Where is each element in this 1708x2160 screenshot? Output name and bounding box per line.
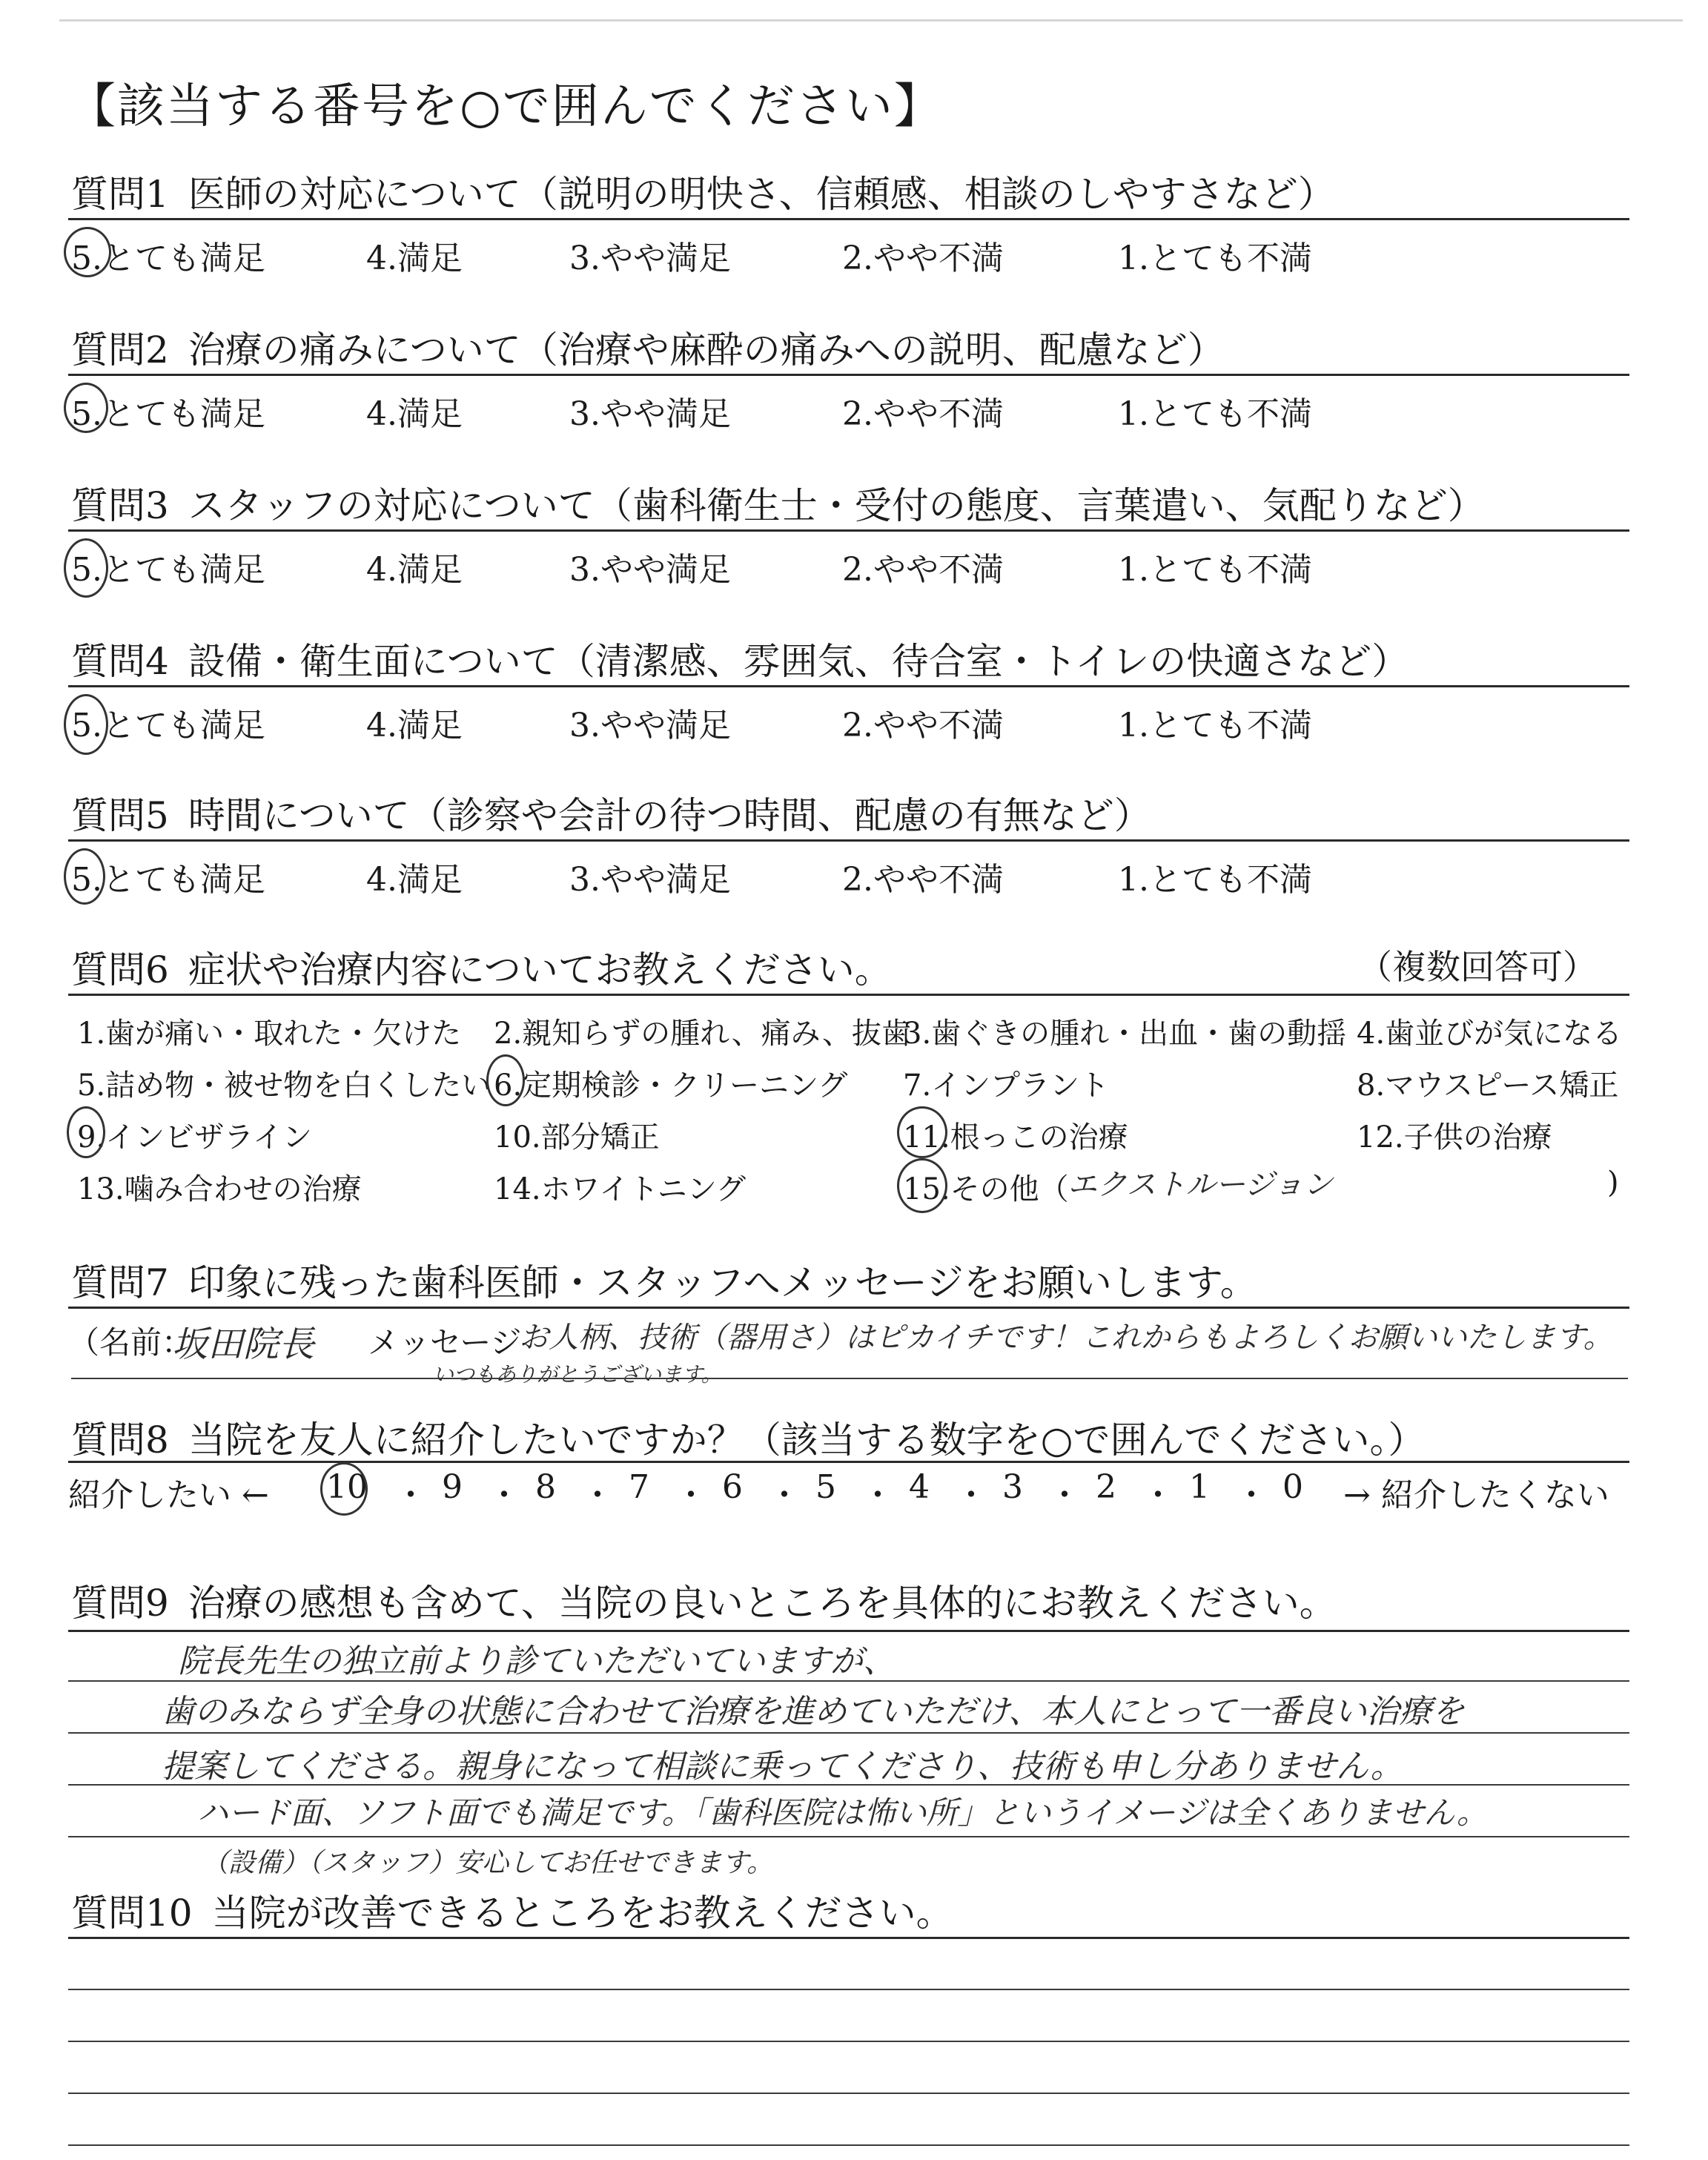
- selection-circle: [486, 1054, 525, 1106]
- symptom-option-8[interactable]: 8.マウスピース矯正: [1357, 1069, 1619, 1103]
- option-4[interactable]: 4.満足: [366, 551, 463, 589]
- name-handwritten: 坂田院長: [172, 1324, 315, 1365]
- page-title: 【該当する番号を○で囲んでください】: [68, 79, 943, 134]
- answer-line: [68, 1680, 1629, 1682]
- symptom-option-4[interactable]: 4.歯並びが気になる: [1357, 1017, 1623, 1051]
- selection-circle: [67, 1106, 105, 1158]
- option-5[interactable]: 5.とても満足: [71, 240, 265, 277]
- option-3[interactable]: 3.やや満足: [569, 551, 731, 589]
- question-text: 当院が改善できるところをお教えください。: [211, 1892, 953, 1935]
- question-text: 医師の対応について（説明の明快さ、信頼感、相談のしやすさなど）: [188, 173, 1335, 216]
- option-2[interactable]: 2.やや不満: [842, 861, 1004, 899]
- symptom-option-10[interactable]: 10.部分矯正: [494, 1120, 660, 1155]
- option-3[interactable]: 3.やや満足: [569, 707, 731, 744]
- message-handwritten: お人柄、技術（器用さ）はピカイチです！これからもよろしくお願いいたします。: [519, 1321, 1613, 1355]
- question-number: 質問3: [71, 484, 169, 527]
- divider: [68, 374, 1629, 376]
- divider: [71, 1378, 1628, 1379]
- answer-line: [68, 2093, 1629, 2094]
- scale-0[interactable]: 0: [1282, 1468, 1303, 1506]
- selection-circle: [64, 227, 111, 277]
- question-number: 質問10: [71, 1892, 193, 1935]
- scale-dot: ・: [488, 1476, 520, 1514]
- scale-dot: ・: [394, 1476, 427, 1514]
- question-heading: [71, 1253, 1628, 1307]
- scale-dot: ・: [861, 1476, 894, 1514]
- scale-dot: ・: [675, 1476, 707, 1514]
- option-3[interactable]: 3.やや満足: [569, 861, 731, 899]
- option-1[interactable]: 1.とても不満: [1118, 707, 1312, 744]
- option-1[interactable]: 1.とても不満: [1118, 240, 1312, 277]
- option-4[interactable]: 4.満足: [366, 861, 463, 899]
- divider: [68, 839, 1629, 842]
- answer-line: [68, 1732, 1629, 1734]
- symptom-option-7[interactable]: 7.インプラント: [903, 1069, 1110, 1103]
- message-handwritten-sub: いつもありがとうございます。: [433, 1362, 722, 1387]
- divider: [68, 1630, 1629, 1632]
- question-text: スタッフの対応について（歯科衛生士・受付の態度、言葉遣い、気配りなど）: [188, 484, 1485, 527]
- symptom-option-14[interactable]: 14.ホワイトニング: [494, 1172, 747, 1206]
- option-4[interactable]: 4.満足: [366, 707, 463, 744]
- selection-circle: [64, 848, 105, 905]
- divider: [68, 218, 1629, 220]
- symptom-option-3[interactable]: 3.歯ぐきの腫れ・出血・歯の動揺: [903, 1017, 1347, 1051]
- question-text: 症状や治療内容についてお教えください。: [188, 948, 892, 991]
- question-text: 時間について（診察や会計の待つ時間、配慮の有無など）: [188, 794, 1151, 837]
- option-3[interactable]: 3.やや満足: [569, 240, 731, 277]
- symptom-option-6[interactable]: 6.定期検診・クリーニング: [494, 1069, 848, 1103]
- question-text: 設備・衛生面について（清潔感、雰囲気、待合室・トイレの快適さなど）: [188, 640, 1409, 683]
- question-heading: [71, 1883, 1628, 1937]
- question-number: 質問8: [71, 1418, 169, 1462]
- divider: [68, 1937, 1629, 1939]
- option-1[interactable]: 1.とても不満: [1118, 395, 1312, 433]
- question-number: 質問7: [71, 1261, 169, 1304]
- question-number: 質問2: [71, 328, 169, 371]
- question-heading: [71, 1410, 1628, 1464]
- answer-options: [71, 231, 1628, 276]
- divider: [68, 685, 1629, 687]
- scale-dot: ・: [768, 1476, 801, 1514]
- answer-options: [71, 698, 1628, 743]
- selection-circle: [897, 1158, 947, 1213]
- symptom-option-1[interactable]: 1.歯が痛い・取れた・欠けた: [77, 1017, 462, 1051]
- symptom-option-5[interactable]: 5.詰め物・被せ物を白くしたい: [77, 1069, 491, 1103]
- option-4[interactable]: 4.満足: [366, 395, 463, 433]
- name-label: （名前：: [68, 1324, 193, 1361]
- scale-4[interactable]: 4: [909, 1468, 930, 1506]
- option-2[interactable]: 2.やや不満: [842, 395, 1004, 433]
- question-number: 質問5: [71, 794, 169, 837]
- symptom-option-12[interactable]: 12.子供の治療: [1357, 1120, 1552, 1155]
- scale-2[interactable]: 2: [1096, 1468, 1116, 1506]
- answer-options: [71, 387, 1628, 432]
- scale-dot: ・: [955, 1476, 987, 1514]
- scale-dot: ・: [1142, 1476, 1174, 1514]
- question-heading: [71, 632, 1628, 685]
- scale-6[interactable]: 6: [722, 1468, 743, 1506]
- option-5[interactable]: 5.とても満足: [71, 861, 265, 899]
- scale-dot: ・: [581, 1476, 614, 1514]
- option-5[interactable]: 5.とても満足: [71, 551, 265, 589]
- scale-left-label: 紹介したい ←: [68, 1476, 269, 1514]
- selection-circle: [64, 538, 108, 598]
- option-3[interactable]: 3.やや満足: [569, 395, 731, 433]
- option-1[interactable]: 1.とても不満: [1118, 861, 1312, 899]
- scale-right-label: → 紹介したくない: [1343, 1476, 1609, 1514]
- scale-1[interactable]: 1: [1189, 1468, 1210, 1506]
- question-text: 当院を友人に紹介したいですか？（該当する数字を○で囲んでください。）: [188, 1418, 1426, 1462]
- symptom-option-9[interactable]: 9.インビザライン: [77, 1120, 312, 1155]
- handwritten-line-2: 歯のみならず全身の状態に合わせて治療を進めていただけ、本人にとって一番良い治療を: [162, 1693, 1465, 1731]
- selection-circle: [320, 1462, 368, 1516]
- question-text: 印象に残った歯科医師・スタッフへメッセージをお願いします。: [188, 1261, 1257, 1304]
- scale-3[interactable]: 3: [1002, 1468, 1023, 1506]
- scale-5[interactable]: 5: [815, 1468, 836, 1506]
- divider: [68, 529, 1629, 532]
- divider: [68, 1307, 1629, 1309]
- option-1[interactable]: 1.とても不満: [1118, 551, 1312, 589]
- question-heading: [71, 476, 1628, 529]
- question-number: 質問1: [71, 173, 169, 216]
- question-heading: [71, 320, 1628, 374]
- question-heading: [71, 1573, 1628, 1627]
- symptom-option-2[interactable]: 2.親知らずの腫れ、痛み、抜歯: [494, 1017, 911, 1051]
- scale-9[interactable]: 9: [442, 1468, 463, 1506]
- question-number: 質問4: [71, 640, 169, 683]
- multiple-answer-note: （複数回答可）: [1358, 947, 1597, 987]
- handwritten-line-5: （設備）（スタッフ）安心してお任せできます。: [202, 1848, 774, 1878]
- question-heading: [71, 165, 1628, 218]
- scale-7[interactable]: 7: [629, 1468, 649, 1506]
- symptom-option-11[interactable]: 11.根っこの治療: [903, 1120, 1128, 1155]
- answer-line: [68, 1784, 1629, 1786]
- question-number: 質問6: [71, 948, 169, 991]
- option-2[interactable]: 2.やや不満: [842, 551, 1004, 589]
- answer-line: [68, 1989, 1629, 1990]
- top-border: [59, 19, 1683, 22]
- symptom-option-13[interactable]: 13.噛み合わせの治療: [77, 1172, 362, 1206]
- option-5[interactable]: 5.とても満足: [71, 707, 265, 744]
- option-5[interactable]: 5.とても満足: [71, 395, 265, 433]
- scale-dot: ・: [1235, 1476, 1268, 1514]
- other-handwritten-answer: エクストルージョン: [1068, 1168, 1333, 1202]
- answer-options: [71, 853, 1628, 897]
- question-number: 質問9: [71, 1582, 169, 1625]
- handwritten-line-4: ハード面、ソフト面でも満足です。「歯科医院は怖い所」というイメージは全くありません。: [197, 1794, 1488, 1831]
- other-close-paren: ): [1607, 1166, 1619, 1200]
- scale-dot: ・: [1048, 1476, 1081, 1514]
- question-text: 治療の感想も含めて、当院の良いところを具体的にお教えください。: [188, 1582, 1337, 1625]
- selection-circle: [64, 383, 108, 433]
- answer-options: [71, 543, 1628, 587]
- selection-circle: [897, 1106, 947, 1158]
- option-4[interactable]: 4.満足: [366, 240, 463, 277]
- divider: [68, 1461, 1629, 1463]
- divider: [68, 994, 1629, 996]
- scale-10[interactable]: 10: [326, 1468, 368, 1506]
- option-2[interactable]: 2.やや不満: [842, 707, 1004, 744]
- question-text: 治療の痛みについて（治療や麻酔の痛みへの説明、配慮など）: [188, 328, 1225, 371]
- symptom-option-15[interactable]: 15.その他（: [903, 1172, 1069, 1206]
- scale-8[interactable]: 8: [535, 1468, 556, 1506]
- answer-line: [68, 2144, 1629, 2146]
- handwritten-line-1: 院長先生の独立前より診ていただいていますが、: [178, 1642, 896, 1680]
- option-2[interactable]: 2.やや不満: [842, 240, 1004, 277]
- question-heading: [71, 786, 1628, 839]
- handwritten-line-3: 提案してくださる。親身になって相談に乗ってくださり、技術も申し分ありません。: [162, 1748, 1403, 1786]
- answer-line: [68, 2041, 1629, 2042]
- answer-line: [68, 1836, 1629, 1837]
- message-label: メッセージ: [368, 1324, 522, 1361]
- selection-circle: [64, 694, 108, 755]
